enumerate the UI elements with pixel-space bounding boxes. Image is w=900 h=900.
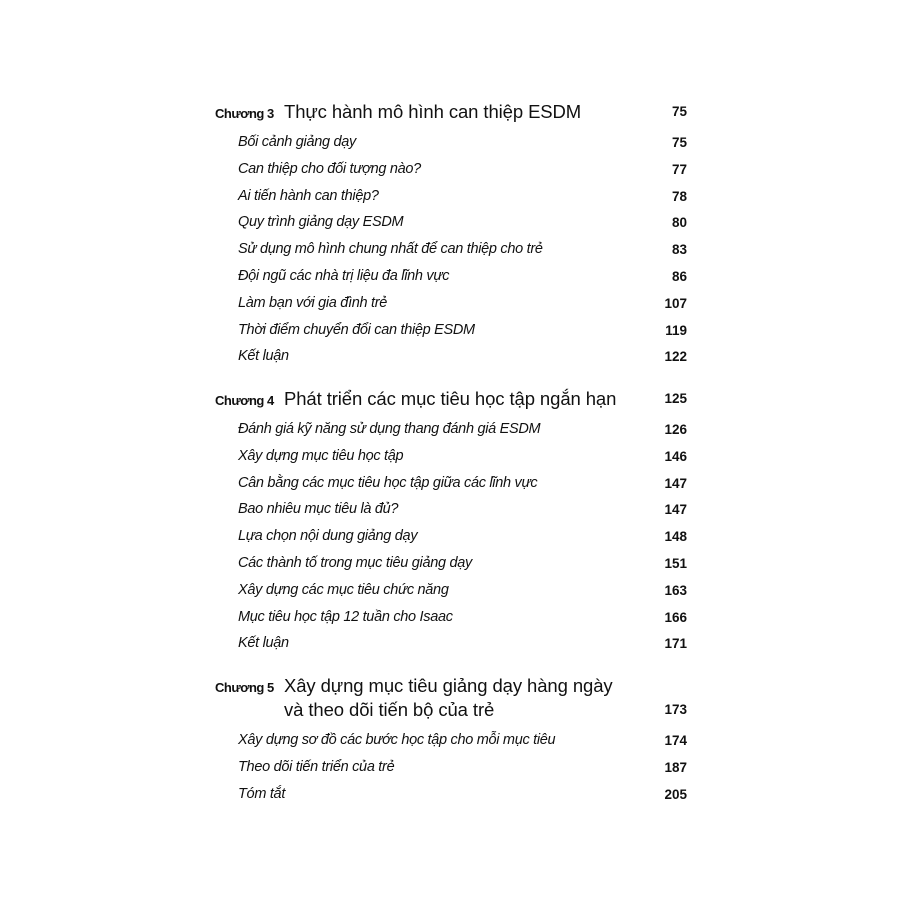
chapter-title-line: Phát triển các mục tiêu học tập ngắn hạn: [284, 388, 617, 409]
section-title: Làm bạn với gia đình trẻ: [238, 294, 388, 311]
section-title: Bao nhiêu mục tiêu là đủ?: [238, 501, 399, 518]
section-entry: [215, 444, 687, 471]
section-title: Sử dụng mô hình chung nhất để can thiệp cho trẻ: [238, 241, 543, 258]
chapter-title-line: và theo dõi tiến bộ của trẻ: [284, 699, 495, 720]
chapter-title-line: Thực hành mô hình can thiệp ESDM: [284, 101, 582, 122]
section-title: Thời điểm chuyển đổi can thiệp ESDM: [238, 321, 475, 338]
section-title: Kết luận: [238, 635, 289, 652]
chapter-title: [284, 387, 687, 411]
section-page-number: 148: [664, 529, 687, 545]
section-title: Đội ngũ các nhà trị liệu đa lĩnh vực: [238, 267, 450, 284]
section-title: Can thiệp cho đối tượng nào?: [238, 160, 421, 177]
section-page-number: 107: [664, 295, 687, 311]
section-title: Bối cảnh giảng dạy: [238, 134, 356, 150]
section-page-number: 75: [671, 135, 687, 150]
section-title: Các thành tố trong mục tiêu giảng dạy: [238, 554, 472, 571]
section-entry: [215, 471, 687, 498]
section-page-number: 166: [664, 609, 687, 625]
section-title: Xây dựng mục tiêu học tập: [238, 447, 404, 464]
section-entry: [215, 291, 687, 318]
section-entry: [215, 318, 687, 345]
chapter-label: Chương 3: [215, 106, 274, 121]
chapter-3: [215, 100, 687, 371]
section-list: [215, 417, 687, 658]
section-page-number: 171: [664, 636, 687, 652]
section-entry: [215, 184, 687, 211]
section-title: Xây dựng sơ đồ các bước học tập cho mỗi mục tiêu: [238, 732, 556, 748]
section-entry: [215, 631, 687, 658]
chapter-heading: [215, 100, 687, 124]
section-page-number: 83: [671, 242, 687, 258]
section-entry: [215, 578, 687, 605]
chapter-page-number: 125: [664, 391, 687, 406]
chapter-page-number: 173: [664, 702, 687, 717]
section-entry: [215, 755, 687, 782]
section-page-number: 78: [671, 188, 687, 204]
section-page-number: 126: [664, 422, 687, 437]
chapter-heading: [215, 674, 687, 722]
chapter-label: Chương 4: [215, 393, 274, 408]
section-page-number: 187: [664, 759, 687, 775]
chapter-title: [284, 100, 687, 124]
section-page-number: 147: [664, 475, 687, 491]
chapter-4: [215, 387, 687, 658]
section-list: [215, 728, 687, 808]
chapter-label: Chương 5: [215, 680, 274, 695]
section-title: Lựa chọn nội dung giảng dạy: [238, 528, 418, 545]
section-entry: [215, 264, 687, 291]
section-entry: [215, 157, 687, 184]
section-page-number: 86: [671, 268, 687, 284]
section-page-number: 151: [664, 555, 687, 571]
section-page-number: 174: [664, 733, 687, 748]
section-entry: [215, 237, 687, 264]
section-entry: [215, 344, 687, 371]
section-title: Mục tiêu học tập 12 tuần cho Isaac: [238, 608, 453, 625]
section-title: Xây dựng các mục tiêu chức năng: [238, 581, 449, 598]
section-entry: [215, 417, 687, 444]
section-page-number: 122: [664, 349, 687, 365]
section-page-number: 205: [664, 786, 687, 802]
section-entry: [215, 782, 687, 809]
section-title: Ai tiến hành can thiệp?: [238, 187, 379, 204]
section-page-number: 77: [671, 161, 687, 177]
section-entry: [215, 728, 687, 755]
section-title: Tóm tắt: [238, 785, 286, 802]
section-entry: [215, 605, 687, 632]
section-entry: [215, 130, 687, 157]
section-entry: [215, 551, 687, 578]
section-list: [215, 130, 687, 371]
chapter-page-number: 75: [671, 104, 687, 119]
section-page-number: 163: [664, 582, 687, 598]
section-title: Quy trình giảng dạy ESDM: [238, 214, 404, 231]
chapter-heading: [215, 387, 687, 411]
chapter-5: [215, 674, 687, 808]
section-title: Cân bằng các mục tiêu học tập giữa các lĩnh vực: [238, 474, 538, 491]
section-page-number: 80: [671, 215, 687, 231]
chapter-title-line: Xây dựng mục tiêu giảng dạy hàng ngày: [284, 675, 613, 696]
chapter-title: [284, 674, 687, 722]
section-page-number: 119: [665, 322, 687, 338]
section-page-number: 146: [664, 448, 687, 464]
section-entry: [215, 497, 687, 524]
section-entry: [215, 524, 687, 551]
section-title: Theo dõi tiến triển của trẻ: [238, 758, 395, 775]
section-entry: [215, 210, 687, 237]
section-title: Đánh giá kỹ năng sử dụng thang đánh giá ESDM: [238, 421, 541, 437]
section-page-number: 147: [664, 502, 687, 518]
section-title: Kết luận: [238, 348, 289, 365]
